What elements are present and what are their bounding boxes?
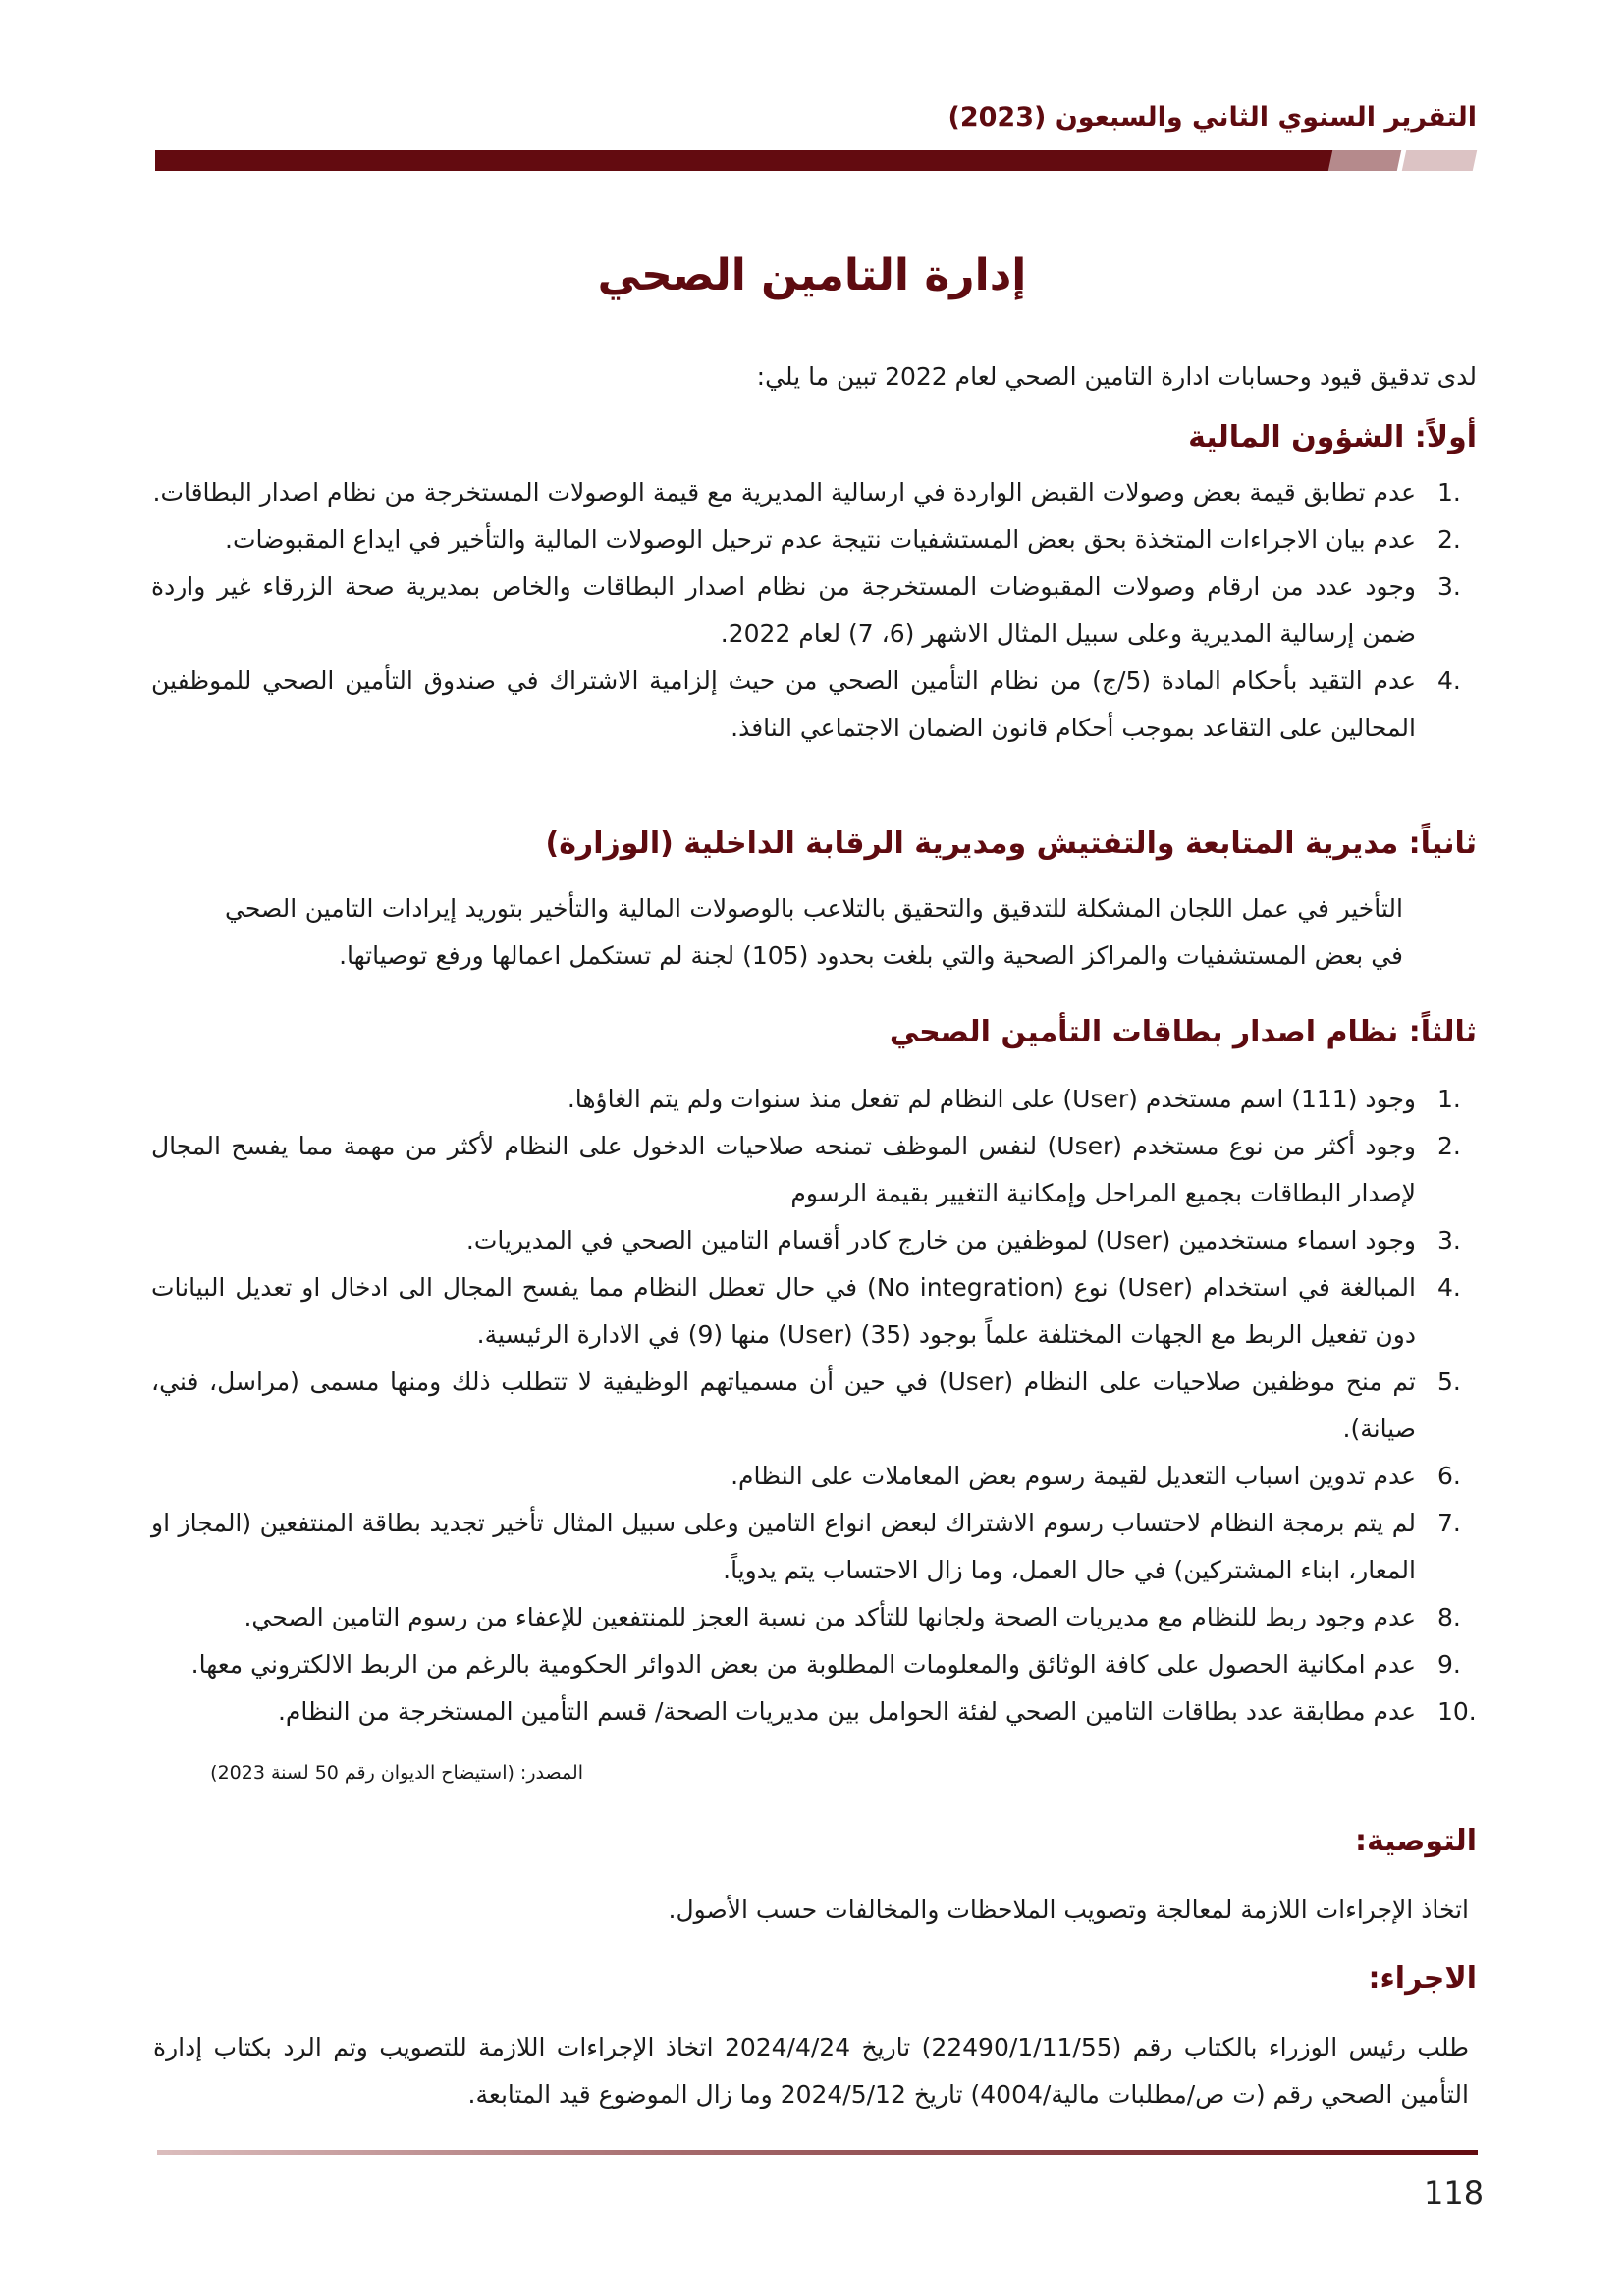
section2-heading: ثانياً: مديرية المتابعة والتفتيش ومديرية الرقابة الداخلية (الوزارة) (545, 827, 1477, 861)
action-text: طلب رئيس الوزراء بالكتاب رقم (22490/1/11/55) تاريخ 2024/4/24 اتخاذ الإجراءات اللازمة للتصويب وتم الرد بكتاب إدارة التأمين الصحي رقم (ت ص/مطلبات مالية/4004) تاريخ 2024/5/12 وما زال الموضوع قيد المتابعة. (153, 2033, 1470, 2109)
item-number: 7. (1437, 1509, 1461, 1537)
list-item (151, 516, 1477, 563)
header-bar (155, 150, 1333, 171)
list-item (151, 563, 1477, 658)
page-title: إدارة التامين الصحي (597, 250, 1027, 300)
section3-heading: ثالثاً: نظام اصدار بطاقات التأمين الصحي (889, 1015, 1477, 1049)
list-item (151, 1688, 1477, 1735)
item-number: 9. (1437, 1650, 1461, 1679)
item-number: 8. (1437, 1603, 1461, 1631)
item-number: 4. (1437, 1273, 1461, 1302)
item-text: وجود أكثر من نوع مستخدم (User) لنفس الموظف تمنحه صلاحيات الدخول على النظام لأكثر من مهمة مما يفسح المجال لإصدار البطاقات بجميع المراحل وإمكانية التغيير بقيمة الرسوم (151, 1132, 1416, 1207)
list-item (151, 1594, 1477, 1641)
list-item (151, 658, 1477, 752)
page-number: 118 (1424, 2174, 1485, 2212)
item-number: 1. (1437, 478, 1461, 507)
source-note: المصدر: (استيضاح الديوان رقم 50 لسنة 2023) (210, 1762, 583, 1784)
item-text: عدم وجود ربط للنظام مع مديريات الصحة ولجانها للتأكد من نسبة العجز للمنتفعين للإعفاء من رسوم التامين الصحي. (244, 1603, 1416, 1631)
item-text: عدم تطابق قيمة بعض وصولات القبض الواردة في ارسالية المديرية مع قيمة الوصولات المستخرجة من نظام اصدار البطاقات. (152, 478, 1416, 507)
item-number: 2. (1437, 525, 1461, 554)
item-number: 1. (1437, 1085, 1461, 1113)
list-item (151, 469, 1477, 516)
item-text: عدم بيان الاجراءات المتخذة بحق بعض المستشفيات نتيجة عدم ترحيل الوصولات المالية والتأخير في ايداع المقبوضات. (225, 525, 1416, 554)
item-text: عدم امكانية الحصول على كافة الوثائق والمعلومات المطلوبة من بعض الدوائر الحكومية بالرغم من الربط الالكتروني معها. (190, 1650, 1416, 1679)
recommendation-text: اتخاذ الإجراءات اللازمة لمعالجة وتصويب الملاحظات والمخالفات حسب الأصول. (668, 1896, 1469, 1924)
item-text: عدم التقيد بأحكام المادة (5/ج) من نظام التأمين الصحي من حيث إلزامية الاشتراك في صندوق التأمين الصحي للموظفين المحالين على التقاعد بموجب أحكام قانون الضمان الاجتماعي النافذ. (151, 667, 1416, 742)
list-item (151, 1264, 1477, 1359)
section2-paragraph: التأخير في عمل اللجان المشكلة للتدقيق والتحقيق بالتلاعب بالوصولات المالية والتأخير بتوريد إيرادات التامين الصحي في بعض المستشفيات والمراكز الصحية والتي بلغت بحدود (105) لجنة لم تستكمل اعمالها ورفع توصياتها. (225, 894, 1403, 970)
item-number: 3. (1437, 1226, 1461, 1255)
list-item (151, 1123, 1477, 1217)
item-number: 5. (1437, 1367, 1461, 1396)
item-number: 6. (1437, 1462, 1461, 1490)
list-item (151, 1217, 1477, 1264)
recommendation-heading: التوصية: (1354, 1824, 1477, 1858)
report-header-title: التقرير السنوي الثاني والسبعون (2023) (947, 102, 1477, 133)
intro-paragraph: لدى تدقيق قيود وحسابات ادارة التامين الصحي لعام 2022 تبين ما يلي: (756, 362, 1477, 391)
item-text: عدم مطابقة عدد بطاقات التامين الصحي لفئة الحوامل بين مديريات الصحة/ قسم التأمين المستخرجة من النظام. (277, 1697, 1416, 1726)
item-text: وجود عدد من ارقام وصولات المقبوضات المستخرجة من نظام اصدار البطاقات والخاص بمديرية صحة الزرقاء غير واردة ضمن إرسالية المديرية وعلى سبيل المثال الاشهر (6، 7) لعام 2022. (151, 572, 1416, 648)
item-text: عدم تدوين اسباب التعديل لقيمة رسوم بعض المعاملات على النظام. (731, 1462, 1416, 1490)
list-item (151, 1500, 1477, 1594)
item-text: وجود (111) اسم مستخدم (User) على النظام لم تفعل منذ سنوات ولم يتم الغاؤها. (567, 1085, 1416, 1113)
list-item (151, 1359, 1477, 1453)
action-heading: الاجراء: (1368, 1961, 1477, 1996)
footer-line (157, 2150, 1478, 2155)
item-number: 3. (1437, 572, 1461, 601)
item-text: تم منح موظفين صلاحيات على النظام (User) في حين أن مسمياتهم الوظيفية لا تتطلب ذلك ومنها مسمى (مراسل، فني، صيانة). (151, 1367, 1416, 1443)
item-text: لم يتم برمجة النظام لاحتساب رسوم الاشتراك لبعض انواع التامين وعلى سبيل المثال تأخير تجديد بطاقة المنتفعين (المجاز او المعار، ابناء المشتركين) في حال العمل، وما زال الاحتساب يتم يدوياً. (151, 1509, 1416, 1584)
section1-heading: أولاً: الشؤون المالية (1188, 420, 1477, 454)
section1-list (151, 469, 1477, 752)
list-item (151, 1453, 1477, 1500)
item-number: 4. (1437, 667, 1461, 695)
item-number: 10. (1437, 1697, 1477, 1726)
header-bar-accent-light (1402, 150, 1477, 171)
list-item (151, 1641, 1477, 1688)
item-number: 2. (1437, 1132, 1461, 1160)
item-text: المبالغة في استخدام (User) نوع (No integration) في حال تعطل النظام مما يفسح المجال الى ادخال او تعديل البيانات دون تفعيل الربط مع الجهات المختلفة علماً بوجود (35) (User) منها (9) في الادارة الرئيسية. (151, 1273, 1416, 1349)
list-item (151, 1076, 1477, 1123)
section3-list (151, 1076, 1477, 1735)
item-text: وجود اسماء مستخدمين (User) لموظفين من خارج كادر أقسام التامين الصحي في المديريات. (465, 1226, 1416, 1255)
header-bar-accent (1328, 150, 1401, 171)
